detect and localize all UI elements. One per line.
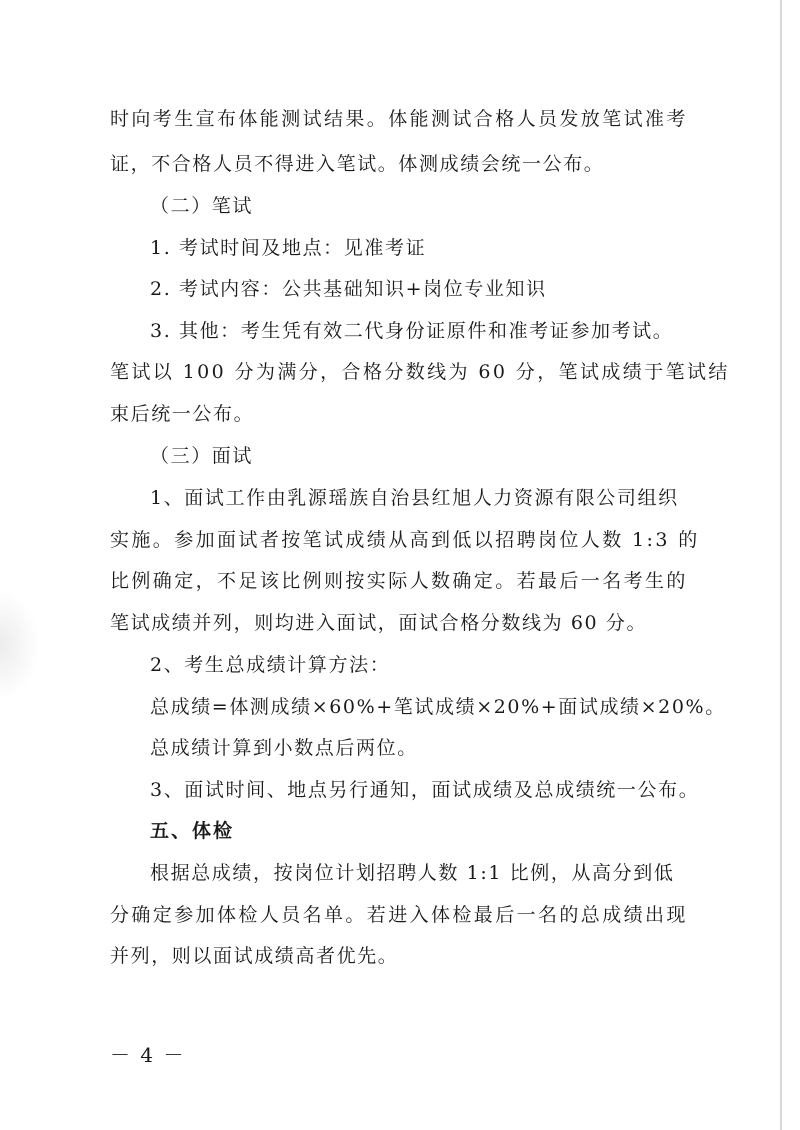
section-heading: （二）笔试 (150, 195, 254, 217)
text-line: 束后统一公布。 (110, 403, 255, 425)
text-line: 根据总成绩，按岗位计划招聘人数 1:1 比例，从高分到低 (150, 862, 675, 884)
text-line: 并列，则以面试成绩高者优先。 (110, 945, 399, 967)
formula-line: 总成绩=体测成绩×60%+笔试成绩×20%+面试成绩×20%。 (150, 696, 726, 718)
text-line: 证，不合格人员不得进入笔试。体测成绩会统一公布。 (110, 153, 605, 175)
text-line: 笔试以 100 分为满分，合格分数线为 60 分，笔试成绩于笔试结 (110, 361, 730, 383)
text-line: 3、面试时间、地点另行通知，面试成绩及总成绩统一公布。 (150, 779, 700, 801)
text-line: 1、面试工作由乳源瑶族自治县红旭人力资源有限公司组织 (150, 487, 679, 509)
page-number: － 4 － (110, 1043, 186, 1067)
text-line: 1. 考试时间及地点：见准考证 (150, 237, 427, 259)
text-line: 时向考生宣布体能测试结果。体能测试合格人员发放笔试准考 (110, 108, 688, 130)
text-line: 比例确定，不足该比例则按实际人数确定。若最后一名考生的 (110, 570, 688, 592)
section-title: 五、体检 (150, 820, 235, 842)
text-line: 实施。参加面试者按笔试成绩从高到低以招聘岗位人数 1:3 的 (110, 529, 700, 551)
page-edge (780, 0, 782, 1130)
text-line: 总成绩计算到小数点后两位。 (150, 737, 418, 759)
text-line: 2. 考试内容：公共基础知识+岗位专业知识 (150, 278, 547, 300)
text-line: 2、考生总成绩计算方法： (150, 654, 391, 676)
text-line: 笔试成绩并列，则均进入面试，面试合格分数线为 60 分。 (110, 612, 648, 634)
section-heading: （三）面试 (150, 445, 254, 467)
seal-shadow (0, 590, 40, 700)
text-line: 3. 其他：考生凭有效二代身份证原件和准考证参加考试。 (150, 320, 674, 342)
text-line: 分确定参加体检人员名单。若进入体检最后一名的总成绩出现 (110, 904, 688, 926)
